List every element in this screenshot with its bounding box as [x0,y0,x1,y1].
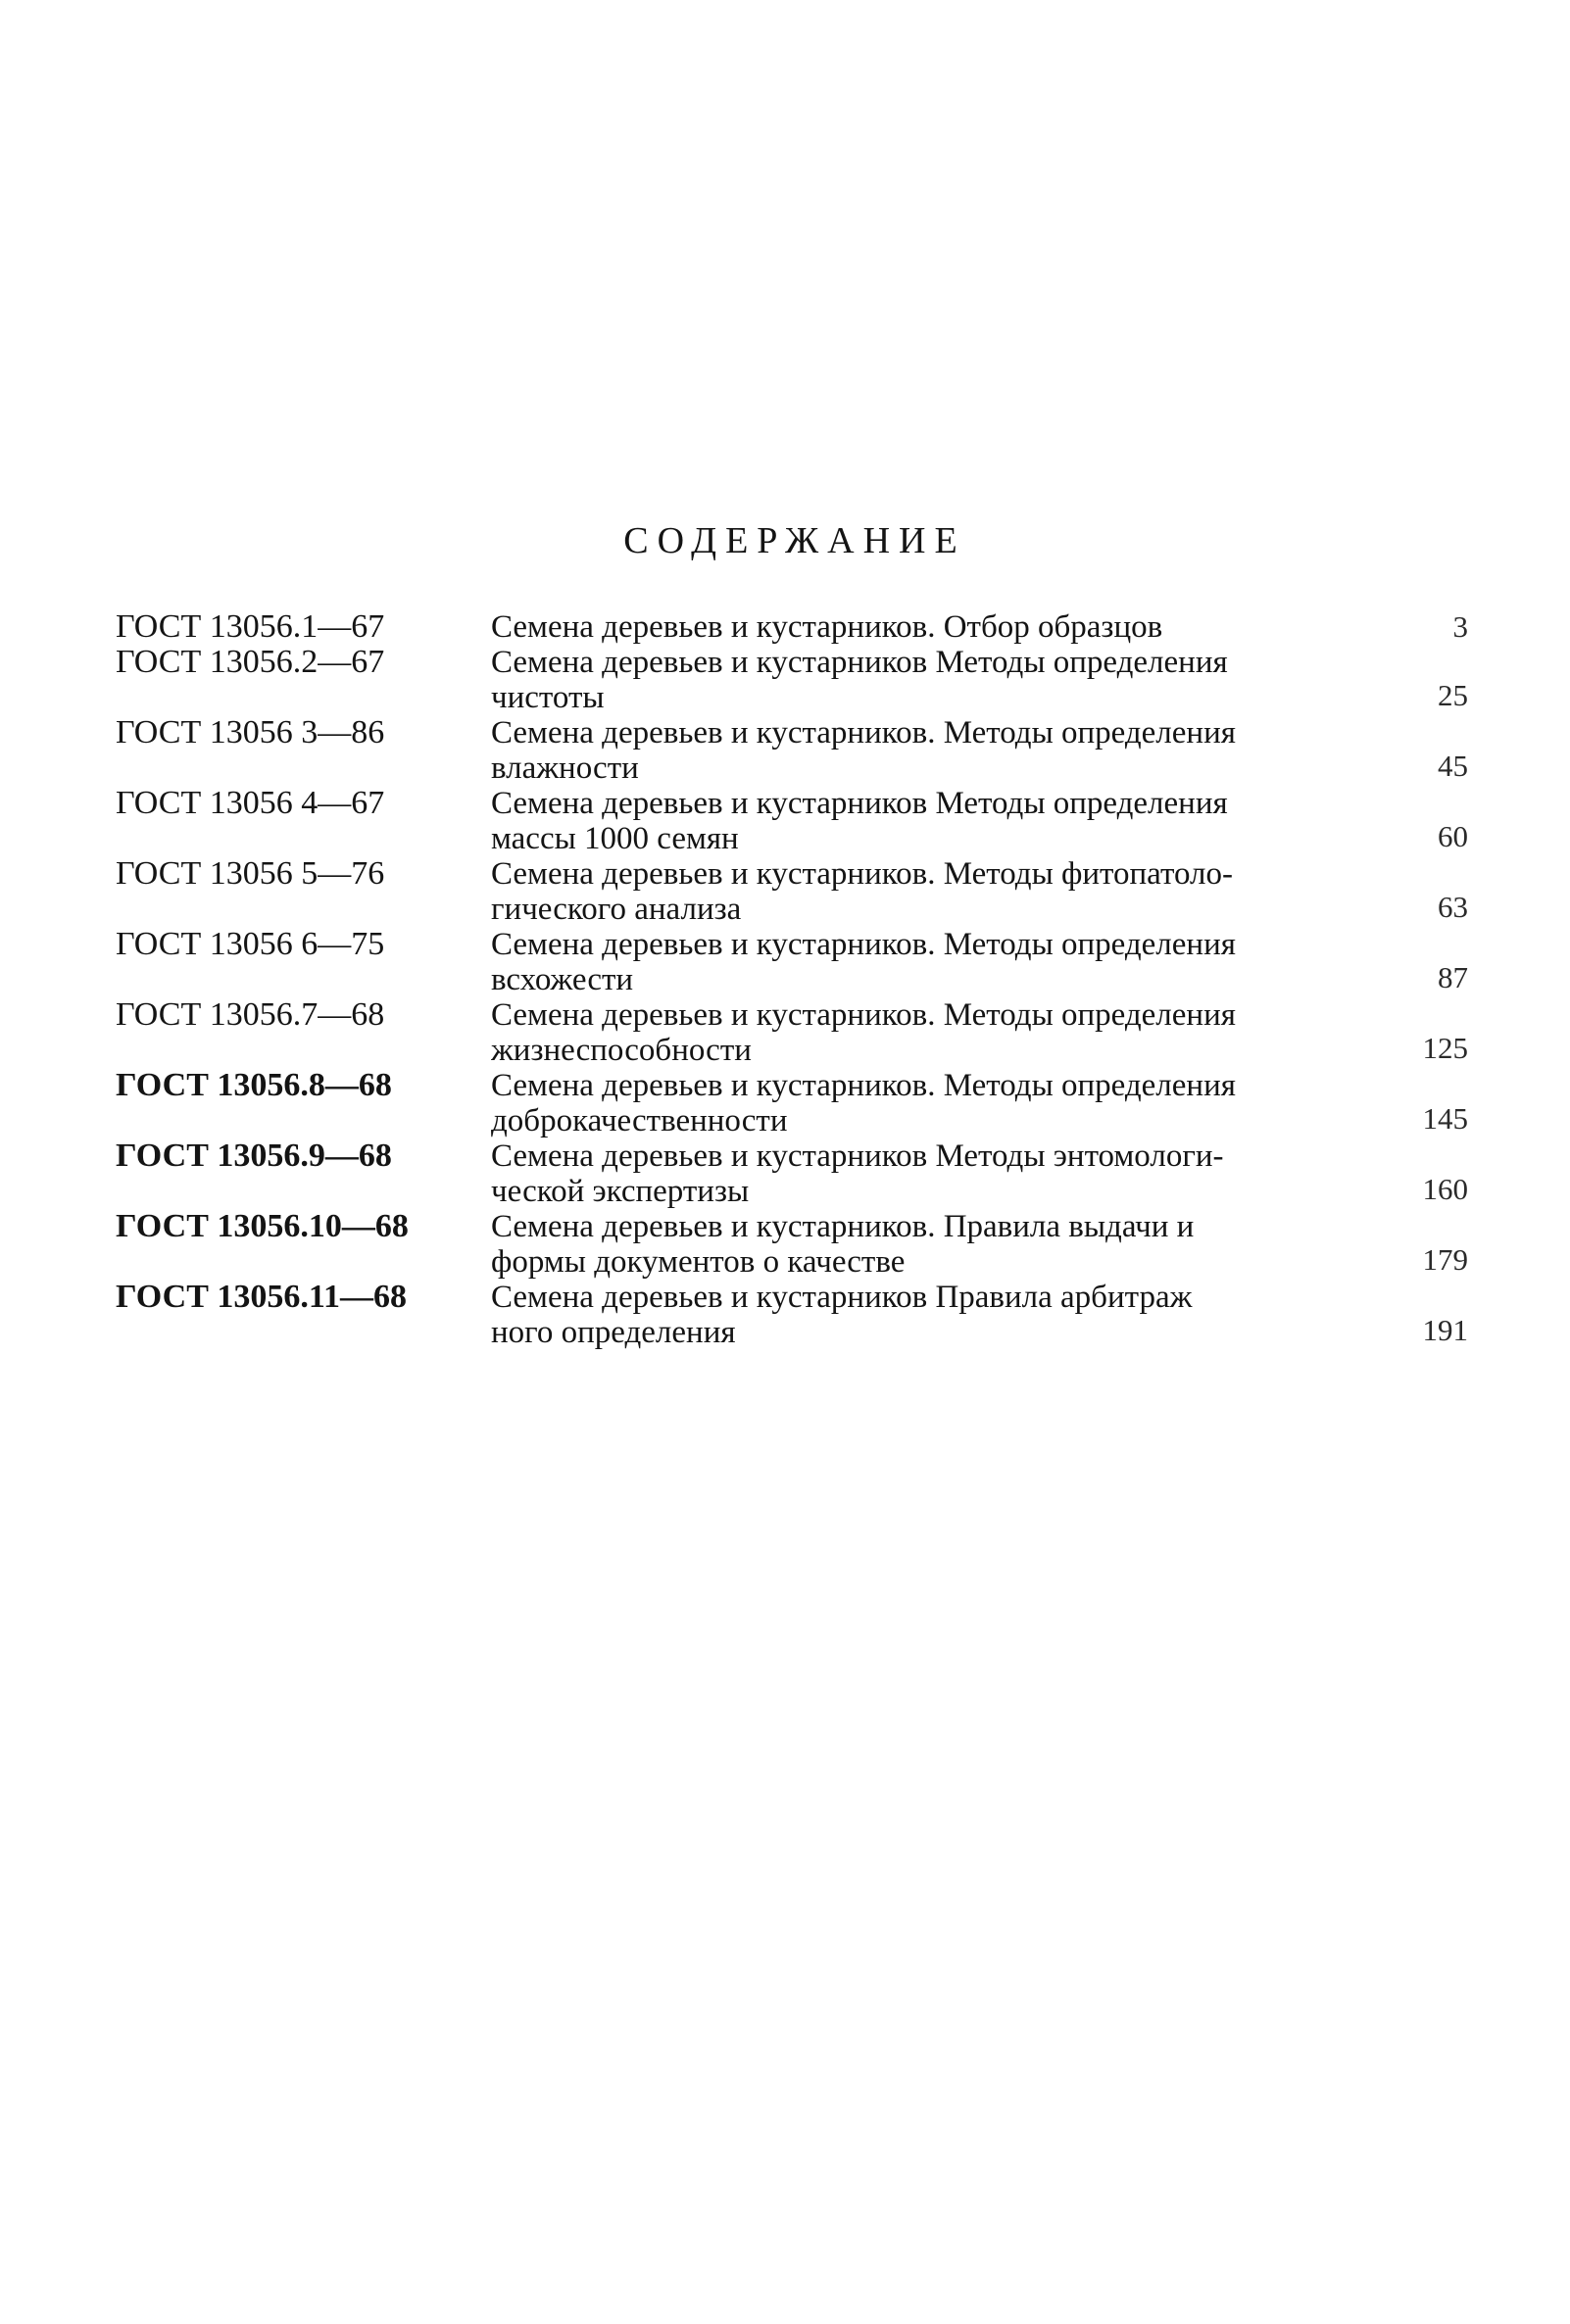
toc-entry [116,997,1468,1068]
toc-entry [116,1280,1468,1350]
table-of-contents [116,609,1468,1350]
toc-entry [116,927,1468,997]
toc-entry-title-line: влажности [491,750,639,786]
toc-entry-page: 179 [1422,1242,1468,1277]
toc-entry-code: ГОСТ 13056 5—76 [116,855,385,892]
toc-entry-title-line: Семена деревьев и кустарников. Методы фитопатоло- [491,856,1233,892]
toc-entry-code: ГОСТ 13056.11—68 [116,1279,408,1315]
toc-entry-code: ГОСТ 13056.8—68 [116,1067,392,1103]
toc-entry-title-line: формы документов о качестве [491,1244,906,1280]
toc-entry [116,1138,1468,1209]
toc-entry-code: ГОСТ 13056 6—75 [116,926,385,962]
toc-entry-title-line: Семена деревьев и кустарников. Методы определения [491,715,1236,750]
toc-entry-page: 63 [1438,890,1468,924]
toc-entry-page: 125 [1422,1031,1468,1065]
toc-entry-page: 160 [1422,1172,1468,1206]
toc-entry-title-line: Семена деревьев и кустарников Методы определения [491,645,1228,680]
toc-entry-title-line: Семена деревьев и кустарников Методы определения [491,786,1228,821]
toc-entry-title [491,645,1385,715]
toc-entry-page: 191 [1422,1313,1468,1347]
toc-entry [116,1209,1468,1280]
toc-entry-title [491,609,1385,645]
toc-entry-code: ГОСТ 13056.1—67 [116,608,385,645]
toc-heading: СОДЕРЖАНИЕ [623,520,966,561]
toc-entry-title [491,1209,1385,1280]
toc-entry-title-line: Семена деревьев и кустарников. Отбор образцов [491,609,1163,645]
toc-entry-title [491,997,1385,1068]
toc-entry-title-line: Семена деревьев и кустарников Методы энтомологи- [491,1138,1224,1174]
toc-entry-title-line: Семена деревьев и кустарников. Методы определения [491,997,1236,1033]
toc-entry [116,609,1468,645]
toc-entry-title-line: ческой экспертизы [491,1174,750,1209]
toc-entry [116,715,1468,786]
toc-entry-code: ГОСТ 13056 3—86 [116,714,385,750]
toc-entry-title-line: массы 1000 семян [491,821,739,856]
toc-entry-page: 45 [1438,749,1468,783]
toc-entry-title-line: Семена деревьев и кустарников. Методы определения [491,927,1236,962]
toc-entry-code: ГОСТ 13056.7—68 [116,996,385,1033]
toc-entry-title [491,1138,1385,1209]
toc-entry-title [491,927,1385,997]
toc-entry-page: 25 [1438,678,1468,712]
toc-entry-code: ГОСТ 13056.9—68 [116,1138,392,1174]
toc-entry-code: ГОСТ 13056 4—67 [116,785,385,821]
toc-entry-title-line: доброкачественности [491,1103,788,1138]
toc-entry-title-line: чистоты [491,680,605,715]
toc-entry-code: ГОСТ 13056.10—68 [116,1208,409,1244]
toc-entry-title [491,1280,1385,1350]
toc-entry-title [491,856,1385,927]
toc-entry-title [491,1068,1385,1138]
toc-entry-title-line: ного определения [491,1315,736,1350]
toc-entry [116,645,1468,715]
toc-entry-title-line: гического анализа [491,892,742,927]
toc-entry-page: 87 [1438,960,1468,994]
toc-entry-title-line: всхожести [491,962,634,997]
toc-entry-page: 60 [1438,819,1468,853]
toc-entry-page: 3 [1452,609,1468,644]
toc-entry [116,786,1468,856]
toc-entry-code: ГОСТ 13056.2—67 [116,644,385,680]
toc-entry-page: 145 [1422,1101,1468,1136]
toc-entry-title [491,715,1385,786]
toc-entry [116,856,1468,927]
toc-entry-title-line: жизнеспособности [491,1033,752,1068]
toc-entry-title-line: Семена деревьев и кустарников. Методы определения [491,1068,1236,1103]
toc-entry-title [491,786,1385,856]
toc-entry [116,1068,1468,1138]
toc-entry-title-line: Семена деревьев и кустарников Правила арбитраж [491,1280,1193,1315]
toc-entry-title-line: Семена деревьев и кустарников. Правила выдачи и [491,1209,1195,1244]
